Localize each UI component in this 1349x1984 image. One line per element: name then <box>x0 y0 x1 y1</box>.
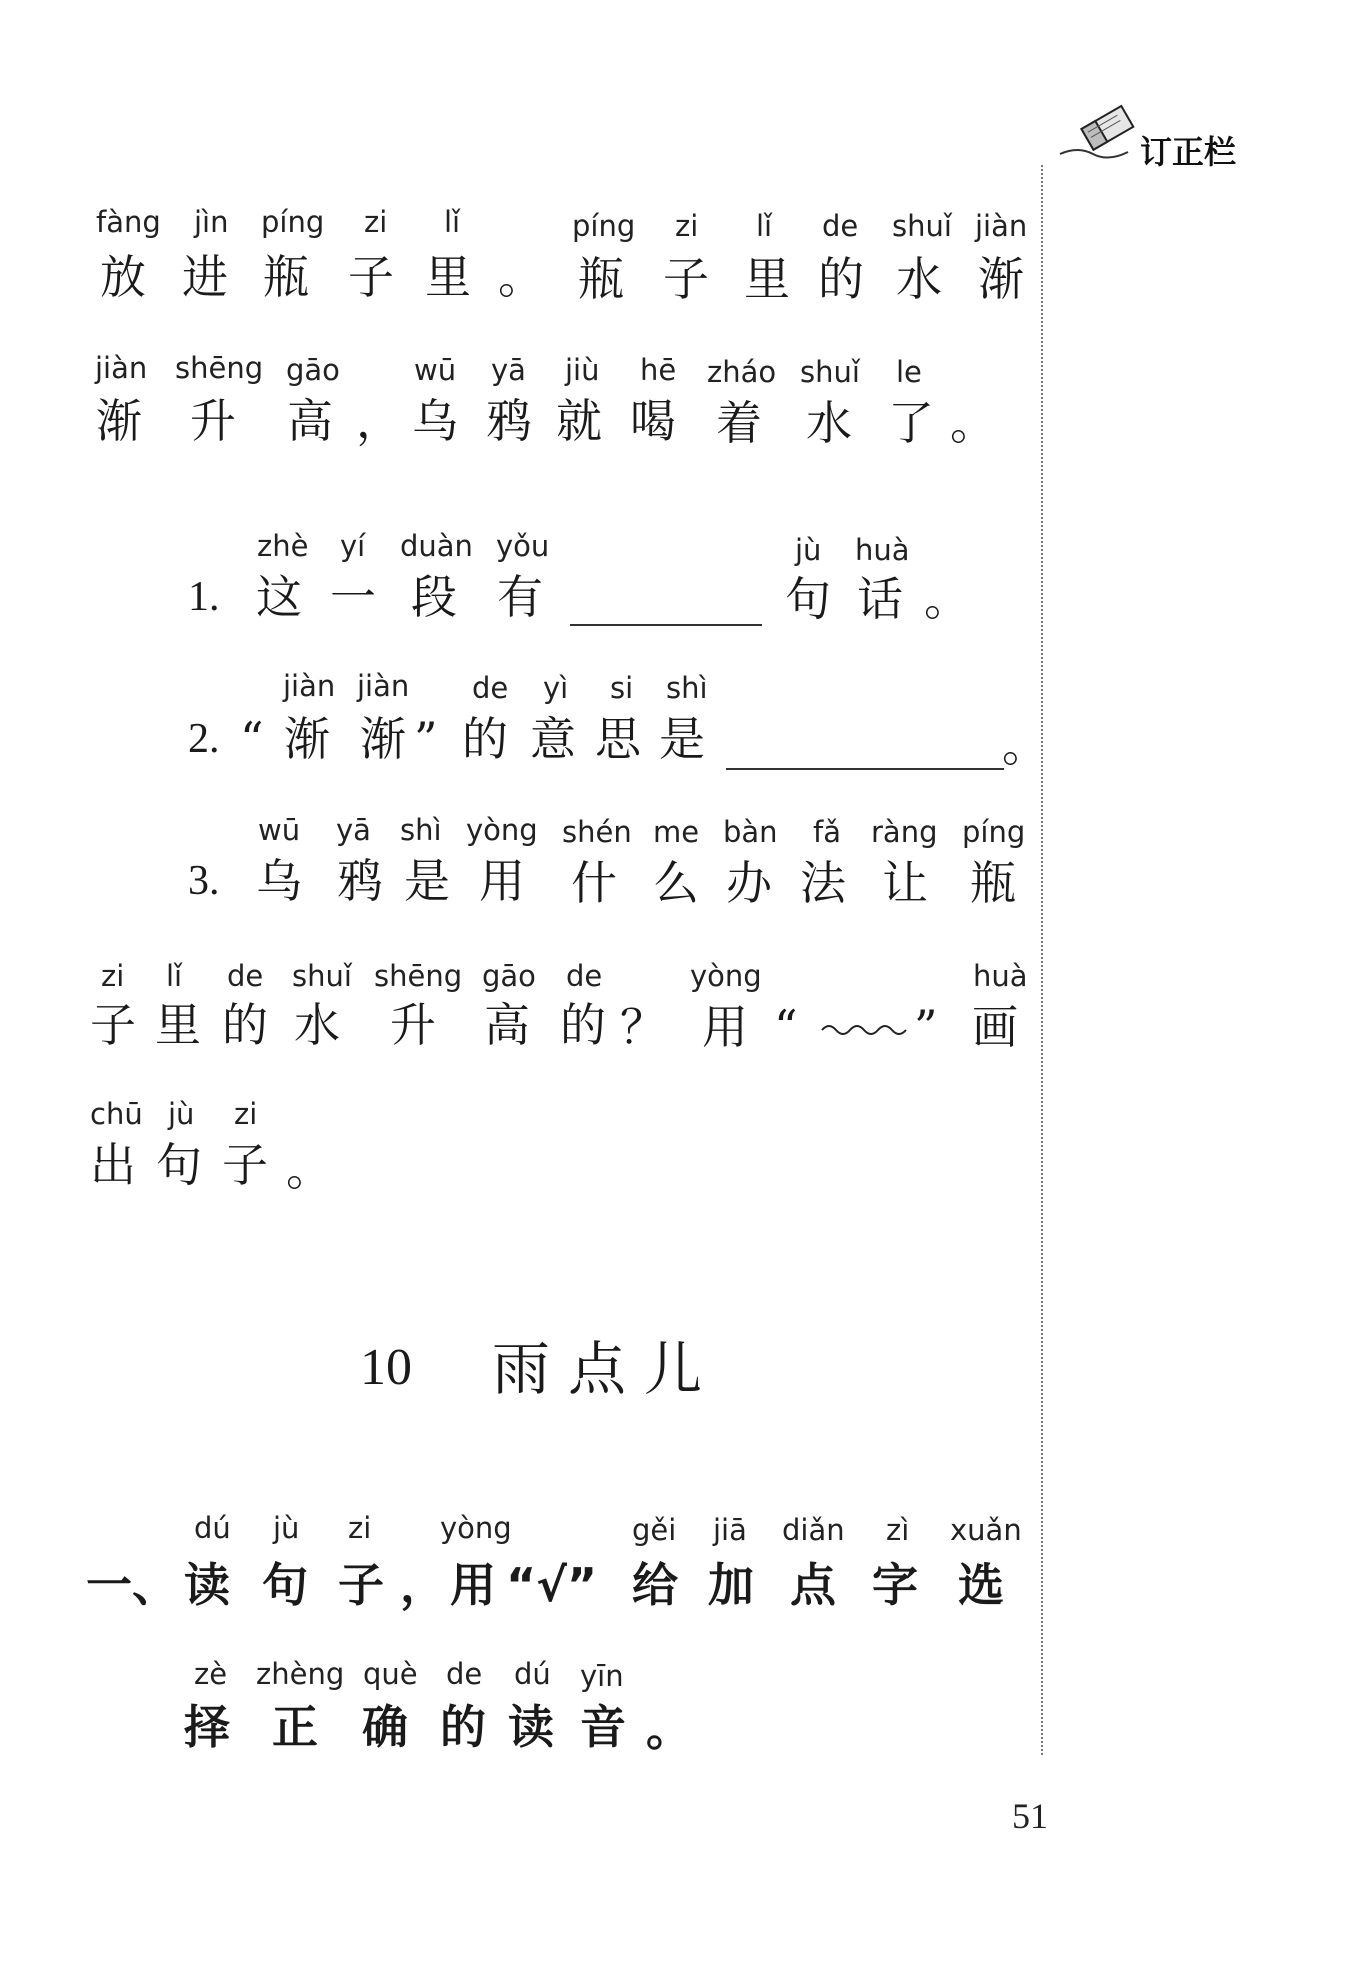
pinyin: wū <box>414 353 457 387</box>
pinyin: fǎ <box>813 815 841 849</box>
hanzi: 音 <box>580 1700 626 1754</box>
hanzi: 择 <box>184 1700 230 1754</box>
hanzi: 话 <box>857 572 903 626</box>
hanzi: 里 <box>744 252 790 306</box>
hanzi: 句 <box>785 572 831 626</box>
pinyin: duàn <box>400 529 473 563</box>
hanzi: 读 <box>508 1700 554 1754</box>
pinyin: shén <box>562 815 632 849</box>
pinyin: jiàn <box>357 669 410 703</box>
hanzi: 着 <box>716 396 762 450</box>
pinyin: zi <box>234 1097 258 1131</box>
pinyin: shuǐ <box>892 209 952 243</box>
hanzi: 的 <box>222 998 268 1052</box>
pinyin: de <box>472 671 509 705</box>
pinyin: shuǐ <box>800 355 860 389</box>
pinyin: chū <box>90 1097 143 1131</box>
hanzi: 的 <box>440 1700 486 1754</box>
pinyin: jiàn <box>95 351 148 385</box>
pinyin: jù <box>795 533 822 567</box>
pinyin: shì <box>400 813 442 847</box>
hanzi: 喝 <box>630 394 676 448</box>
pinyin: dú <box>514 1657 551 1691</box>
hanzi: 让 <box>882 856 928 910</box>
hanzi: 用 <box>479 854 525 908</box>
hanzi: 是 <box>659 712 705 766</box>
hanzi: 鸦 <box>486 394 532 448</box>
exercise-number: 一、 <box>86 1558 178 1612</box>
hanzi: 的 <box>818 252 864 306</box>
question-number: 1. <box>188 574 220 620</box>
hanzi: 加 <box>708 1558 754 1612</box>
pinyin: lǐ <box>444 205 461 239</box>
pinyin: què <box>363 1657 418 1691</box>
hanzi: 瓶 <box>970 856 1016 910</box>
hanzi: 思 <box>595 712 641 766</box>
pinyin: píng <box>962 815 1026 849</box>
pinyin: lǐ <box>166 959 183 993</box>
hanzi: 升 <box>190 394 236 448</box>
hanzi: 水 <box>806 396 852 450</box>
pinyin: zi <box>675 209 699 243</box>
hanzi: 法 <box>800 856 846 910</box>
pinyin: zè <box>194 1657 228 1691</box>
hanzi: 渐 <box>978 252 1024 306</box>
pinyin: jiù <box>565 353 600 387</box>
pinyin: yí <box>340 529 366 563</box>
correction-divider <box>1041 165 1043 1755</box>
page-number: 51 <box>1012 1796 1048 1836</box>
pinyin: bàn <box>723 815 778 849</box>
hanzi: 办 <box>726 856 772 910</box>
pinyin: de <box>566 959 603 993</box>
pinyin: xuǎn <box>950 1513 1022 1547</box>
hanzi: 给 <box>632 1558 678 1612</box>
hanzi: 就 <box>556 394 602 448</box>
pinyin: yòng <box>690 959 762 993</box>
hanzi: 是 <box>404 854 450 908</box>
hanzi: 有 <box>497 570 543 624</box>
pinyin: shēng <box>175 351 264 385</box>
hanzi: ” <box>914 1000 938 1054</box>
hanzi: ” <box>414 712 438 766</box>
pinyin: diǎn <box>782 1513 845 1547</box>
pinyin: gāo <box>482 959 536 993</box>
hanzi: 画 <box>972 1000 1018 1054</box>
hanzi: 高 <box>484 998 530 1052</box>
hanzi: 瓶 <box>578 252 624 306</box>
pinyin: jiā <box>713 1513 747 1547</box>
pinyin: lǐ <box>756 209 773 243</box>
pinyin: jù <box>168 1097 195 1131</box>
hanzi: 渐 <box>284 712 330 766</box>
pinyin: jù <box>273 1511 300 1545</box>
hanzi: 乌 <box>256 854 302 908</box>
hanzi: 乌 <box>412 394 458 448</box>
hanzi: 子 <box>338 1558 384 1612</box>
hanzi: 里 <box>425 250 471 304</box>
answer-blank[interactable] <box>570 624 762 626</box>
hanzi: 句 <box>262 1558 308 1612</box>
hanzi: 的 <box>462 712 508 766</box>
pinyin: hē <box>640 353 677 387</box>
hanzi: “ <box>774 1000 798 1054</box>
pinyin: zi <box>348 1511 372 1545</box>
pinyin: ràng <box>871 815 938 849</box>
lesson-number: 10 <box>360 1339 412 1396</box>
pinyin: jìn <box>194 205 229 239</box>
pinyin: jiàn <box>975 209 1028 243</box>
pinyin: shēng <box>374 959 463 993</box>
hanzi: 子 <box>222 1138 268 1192</box>
hanzi: 一 <box>330 570 376 624</box>
hanzi: 。 <box>498 250 544 304</box>
pinyin: jiàn <box>283 669 336 703</box>
pinyin: yǒu <box>496 529 550 563</box>
pinyin: huà <box>855 533 910 567</box>
eraser-icon <box>1058 96 1148 166</box>
hanzi: 。 <box>924 572 970 626</box>
hanzi: ， <box>356 394 402 448</box>
question-number: 3. <box>188 858 220 904</box>
hanzi: ？ <box>620 1000 666 1054</box>
hanzi: 鸦 <box>337 854 383 908</box>
hanzi: 读 <box>184 1558 230 1612</box>
hanzi: 。 <box>646 1702 692 1756</box>
hanzi: 水 <box>896 252 942 306</box>
pinyin: si <box>610 671 634 705</box>
hanzi: 里 <box>155 998 201 1052</box>
pinyin: fàng <box>96 205 161 239</box>
pinyin: yā <box>336 813 371 847</box>
hanzi: ， <box>400 1558 446 1612</box>
hanzi: 水 <box>294 998 340 1052</box>
hanzi: 放 <box>100 250 146 304</box>
pinyin: wū <box>258 813 301 847</box>
pinyin: píng <box>572 209 636 243</box>
hanzi: 意 <box>530 712 576 766</box>
hanzi: 。 <box>1002 718 1048 772</box>
pinyin: shì <box>666 671 708 705</box>
hanzi: 。 <box>286 1142 332 1196</box>
pinyin: zháo <box>707 355 777 389</box>
pinyin: gěi <box>632 1513 677 1547</box>
hanzi: 子 <box>90 998 136 1052</box>
hanzi: 正 <box>272 1700 318 1754</box>
question-number: 2. <box>188 716 220 762</box>
pinyin: zhè <box>257 529 309 563</box>
pinyin: yòng <box>440 1511 512 1545</box>
hanzi: 段 <box>411 570 457 624</box>
hanzi: 点 <box>790 1558 836 1612</box>
hanzi: 用 <box>702 1000 748 1054</box>
hanzi: 。 <box>950 396 996 450</box>
pinyin: de <box>227 959 264 993</box>
pinyin: yīn <box>580 1659 624 1693</box>
hanzi: 子 <box>348 250 394 304</box>
hanzi: 字 <box>872 1558 918 1612</box>
hanzi: 的 <box>560 998 606 1052</box>
hanzi: 什 <box>571 856 617 910</box>
pinyin: me <box>653 815 700 849</box>
pinyin: zì <box>886 1513 910 1547</box>
pinyin: dú <box>194 1511 231 1545</box>
hanzi: 高 <box>287 394 333 448</box>
hanzi: 选 <box>958 1558 1004 1612</box>
correction-column-label: 订正栏 <box>1140 133 1237 171</box>
pinyin: gāo <box>286 353 340 387</box>
hanzi: 出 <box>90 1138 136 1192</box>
pinyin: de <box>446 1657 483 1691</box>
hanzi: 用 <box>450 1558 496 1612</box>
pinyin: de <box>822 209 859 243</box>
hanzi: 进 <box>182 250 228 304</box>
pinyin: zi <box>364 205 388 239</box>
pinyin: yòng <box>466 813 538 847</box>
lesson-name: 雨点儿 <box>492 1335 721 1403</box>
hanzi: 确 <box>362 1700 408 1754</box>
pinyin: huà <box>973 959 1028 993</box>
hanzi: 么 <box>653 856 699 910</box>
pinyin: yì <box>543 671 569 705</box>
pinyin: píng <box>261 205 325 239</box>
pinyin: shuǐ <box>292 959 352 993</box>
hanzi: 渐 <box>360 712 406 766</box>
hanzi: 这 <box>256 570 302 624</box>
hanzi: 子 <box>663 252 709 306</box>
pinyin: le <box>896 355 922 389</box>
wavy-underline-symbol <box>820 1022 912 1038</box>
hanzi: 瓶 <box>263 250 309 304</box>
checkmark-symbol: “√” <box>506 1558 598 1612</box>
hanzi: 升 <box>390 998 436 1052</box>
hanzi: 了 <box>888 396 934 450</box>
answer-blank[interactable] <box>726 768 1004 770</box>
pinyin: zi <box>101 959 125 993</box>
hanzi: “ <box>240 712 264 766</box>
hanzi: 渐 <box>96 394 142 448</box>
hanzi: 句 <box>156 1138 202 1192</box>
pinyin: yā <box>491 353 526 387</box>
pinyin: zhèng <box>256 1657 345 1691</box>
